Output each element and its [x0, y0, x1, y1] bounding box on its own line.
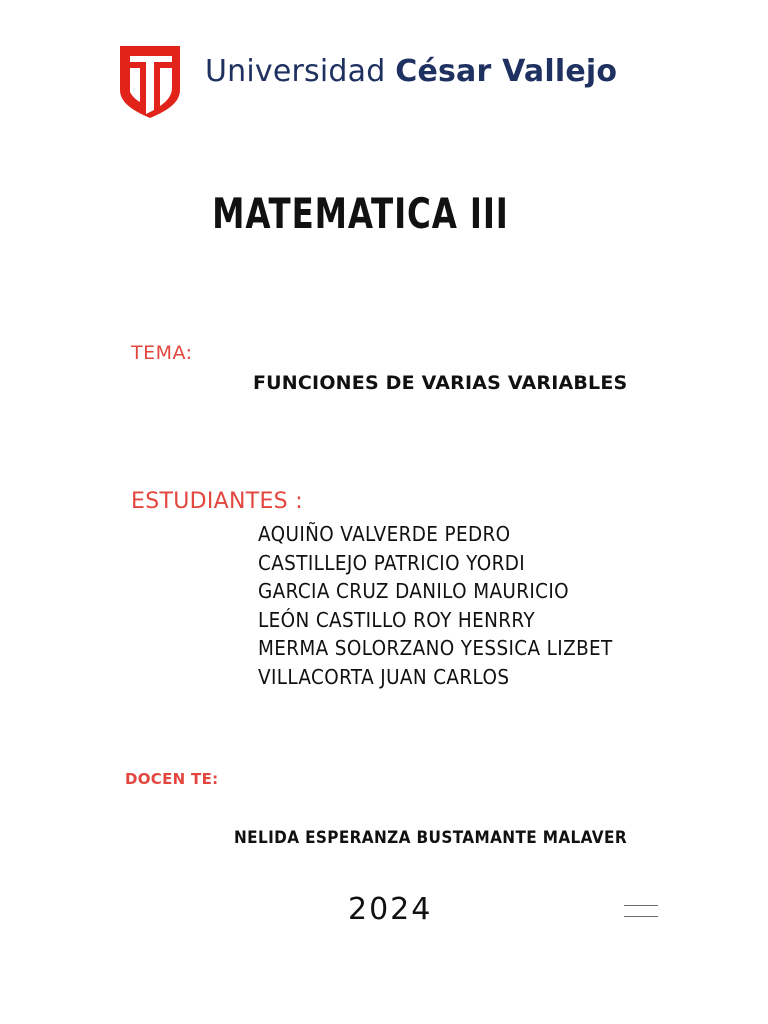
decorative-lines	[624, 905, 658, 917]
student-name: CASTILLEJO PATRICIO YORDI	[258, 550, 526, 575]
course-title	[0, 186, 768, 242]
university-name	[205, 52, 617, 92]
student-name: AQUIÑO VALVERDE PEDRO	[258, 522, 511, 546]
university-name-regular: Universidad	[205, 54, 396, 89]
university-name-bold: César Vallejo	[395, 54, 618, 89]
course-title-text: MATEMATICA III	[211, 189, 509, 238]
university-shield-logo-icon	[120, 46, 180, 118]
teacher-label: DOCEN TE:	[125, 770, 219, 788]
topic-label: TEMA:	[131, 342, 193, 364]
students-label: ESTUDIANTES :	[131, 489, 303, 514]
student-name: GARCIA CRUZ DANILO MAURICIO	[258, 579, 570, 604]
teacher-name: NELIDA ESPERANZA BUSTAMANTE MALAVER	[234, 828, 627, 848]
student-name: VILLACORTA JUAN CARLOS	[258, 664, 510, 689]
students-list	[258, 520, 644, 692]
topic-value: FUNCIONES DE VARIAS VARIABLES	[253, 372, 628, 394]
student-name: LEÓN CASTILLO ROY HENRRY	[258, 607, 535, 632]
year: 2024	[348, 892, 433, 927]
student-name: MERMA SOLORZANO YESSICA LIZBET	[258, 636, 613, 661]
